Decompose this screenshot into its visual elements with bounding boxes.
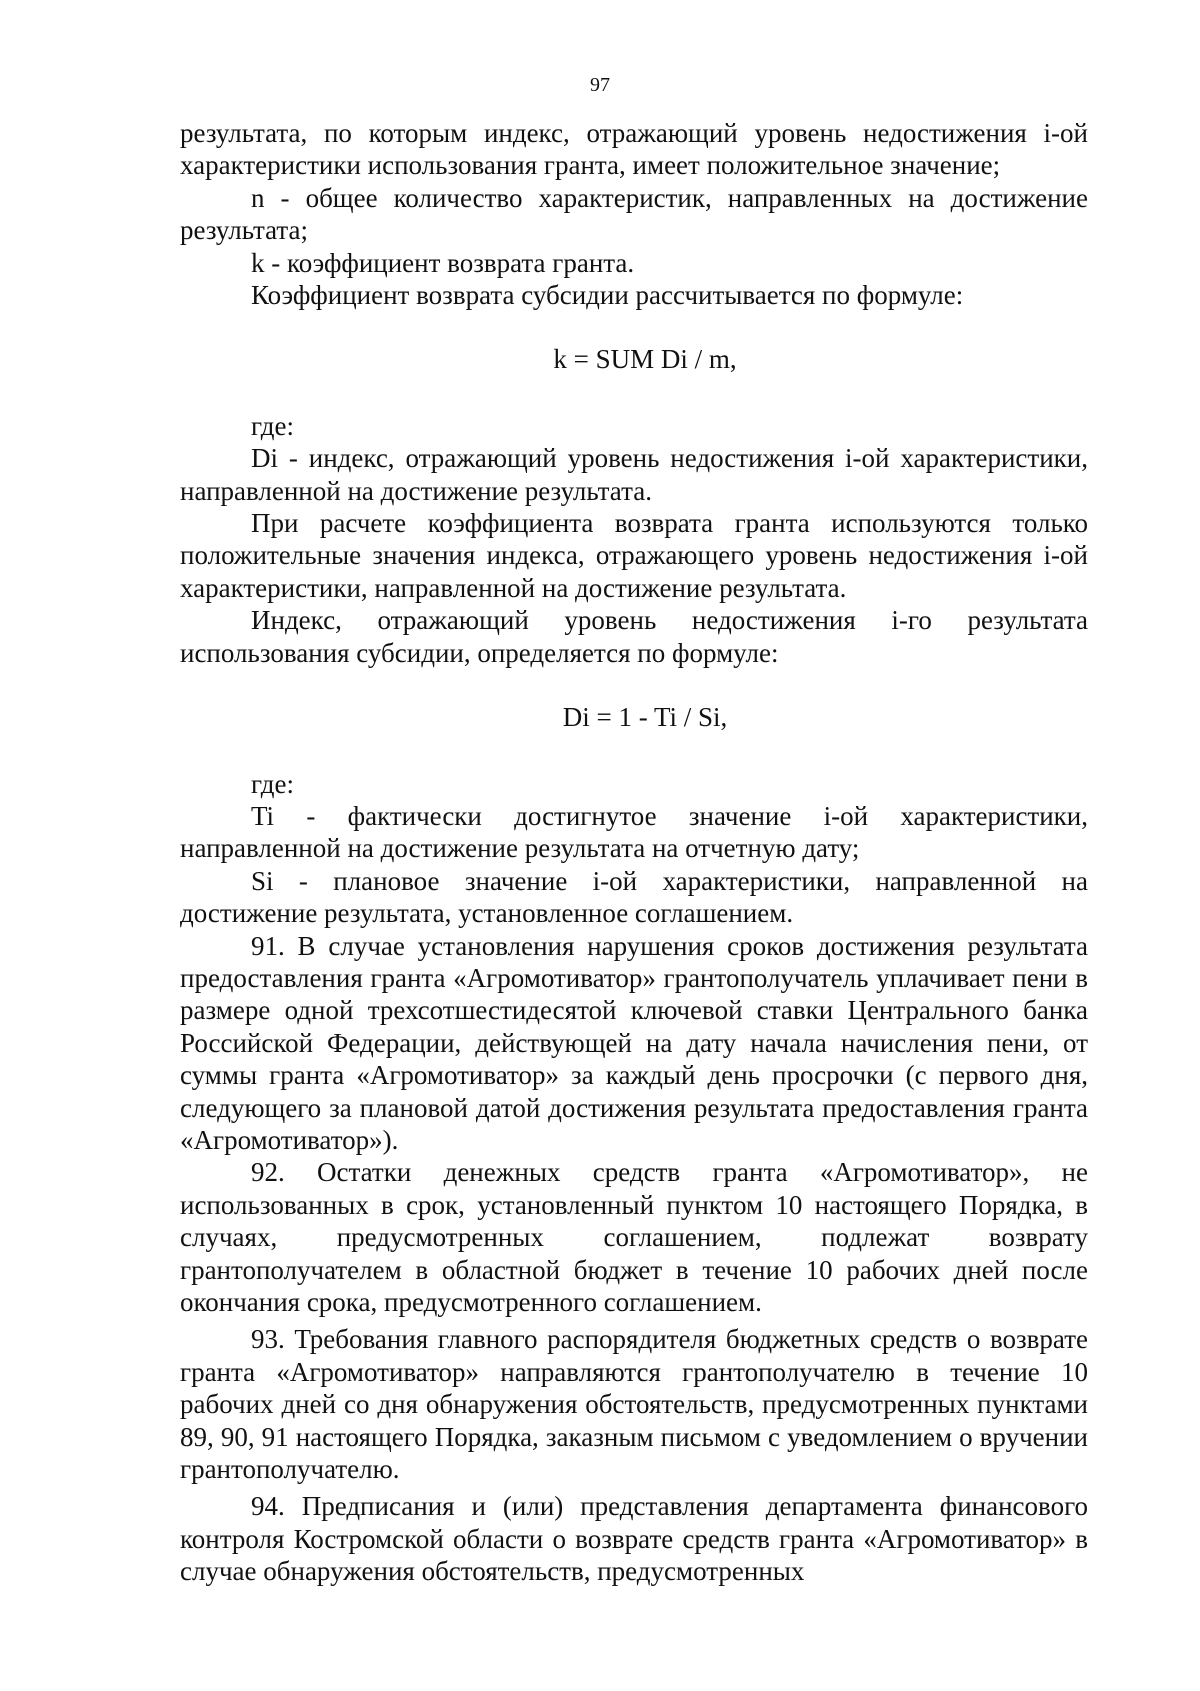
paragraph: Индекс, отражающий уровень недостижения i-го результата использования субсидии, определяется по формуле: xyxy=(180,605,1088,668)
clause-91: 91. В случае установления нарушения сроков достижения результата предоставления гранта «Агромотиватор» грантополучатель уплачивает пени в размере одной трехсотшестидесятой ключевой ставки Центрального банка Российской Федерации, действующей на дату начала начисления пени, от суммы гранта «Агромотиватор» за каждый день просрочки (с первого дня, следующего за плановой датой достижения результата предоставления гранта «Агромотиватор»). xyxy=(180,930,1088,1155)
clause-92: 92. Остатки денежных средств гранта «Агромотиватор», не использованных в срок, установленный пунктом 10 настоящего Порядка, в случаях, предусмотренных соглашением, подлежат возврату грантополучателем в областной бюджет в течение 10 рабочих дней после окончания срока, предусмотренного соглашением. xyxy=(180,1157,1088,1317)
definition-di: Di - индекс, отражающий уровень недостижения i-ой характеристики, направленной на достижение результата. xyxy=(180,443,1088,506)
paragraph-where: где: xyxy=(251,410,294,441)
document-body xyxy=(180,117,1088,1588)
clause-93: 93. Требования главного распорядителя бюджетных средств о возврате гранта «Агромотиватор» направляются грантополучателю в течение 10 рабочих дней со дня обнаружения обстоятельств, предусмотренных пунктами 89, 90, 91 настоящего Порядка, заказным письмом с уведомлением о вручении грантополучателю. xyxy=(180,1324,1088,1485)
paragraph: k - коэффициент возврата гранта. xyxy=(251,247,635,278)
paragraph: n - общее количество характеристик, направленных на достижение результата; xyxy=(180,182,1088,246)
clause-94: 94. Предписания и (или) представления департамента финансового контроля Костромской области о возврате средств гранта «Агромотиватор» в случае обнаружения обстоятельств, предусмотренных xyxy=(180,1491,1088,1587)
formula-k: k = SUM Di / m, xyxy=(553,344,737,375)
definition-ti: Ti - фактически достигнутое значение i-ой характеристики, направленной на достижение результата на отчетную дату; xyxy=(180,800,1088,864)
page-number: 97 xyxy=(590,74,610,96)
paragraph: При расчете коэффициента возврата гранта используются только положительные значения индекса, отражающего уровень недостижения i-ой характеристики, направленной на достижение результата. xyxy=(180,508,1088,603)
paragraph: Коэффициент возврата субсидии рассчитывается по формуле: xyxy=(251,280,964,311)
formula-di: Di = 1 - Ti / Si, xyxy=(562,702,728,733)
paragraph: результата, по которым индекс, отражающий уровень недостижения i-ой характеристики использования гранта, имеет положительное значение; xyxy=(180,118,1088,181)
definition-si: Si - плановое значение i-ой характеристики, направленной на достижение результата, установленное соглашением. xyxy=(180,865,1088,929)
paragraph-where: где: xyxy=(251,768,294,799)
